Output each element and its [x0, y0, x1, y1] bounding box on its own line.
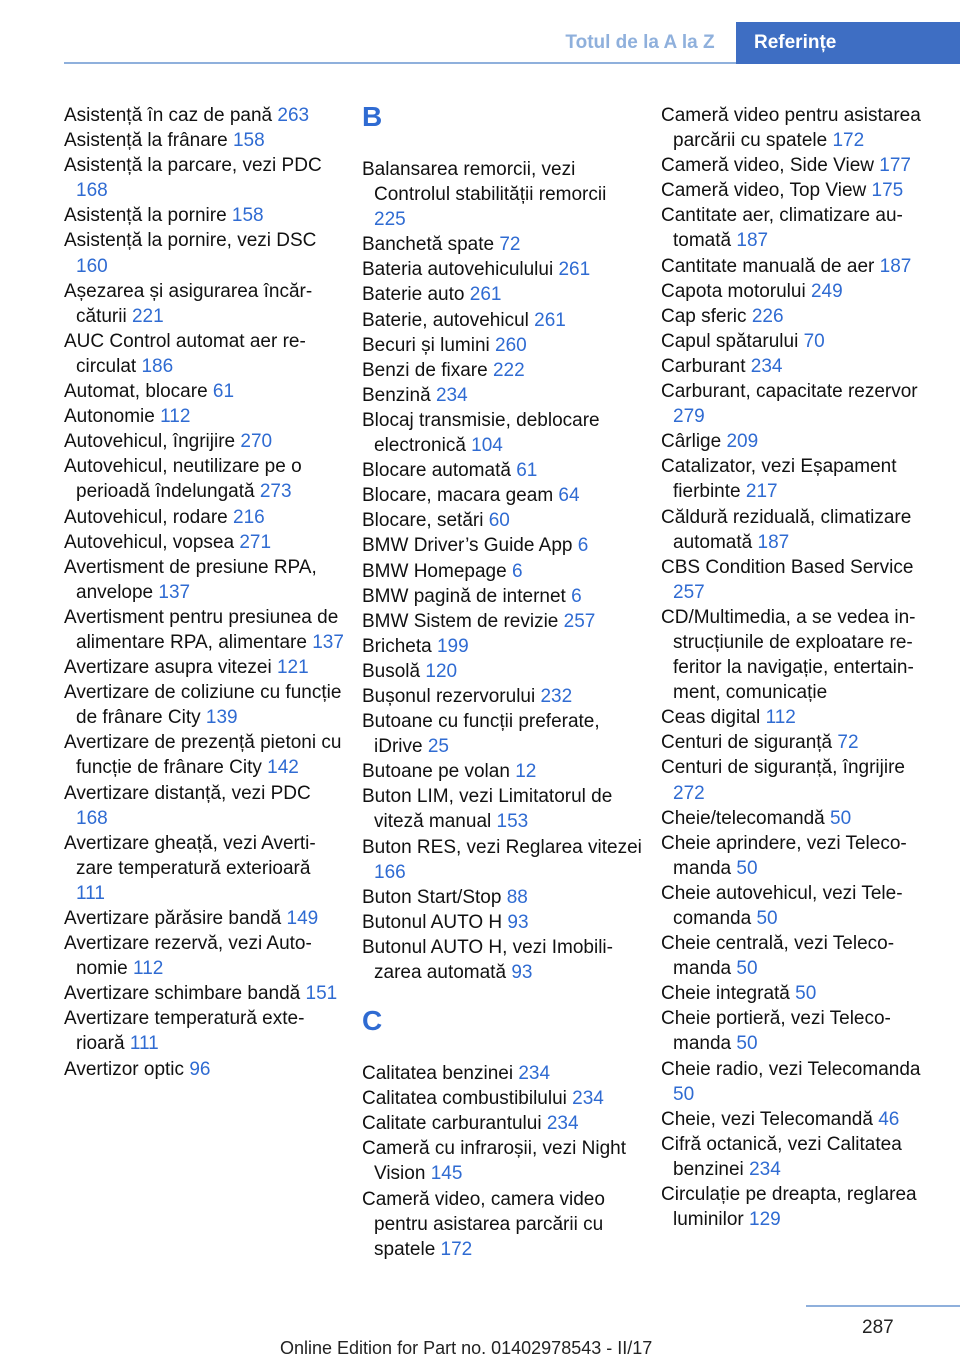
page-reference-link[interactable]: 50 [736, 1033, 758, 1055]
page-reference-link[interactable]: 160 [76, 255, 108, 277]
index-entry [362, 759, 642, 784]
page-reference-link[interactable]: 111 [76, 882, 105, 904]
page-reference-link[interactable]: 273 [259, 481, 292, 503]
entry-term: Cârlige [661, 431, 727, 453]
entry-term: Cheie integrată [661, 983, 796, 1005]
index-entry [362, 232, 642, 257]
index-entry [64, 1006, 344, 1056]
index-entry [661, 354, 941, 379]
entry-term: Cameră video, Side View [661, 155, 880, 177]
tab-referinte[interactable]: Referințe [736, 22, 960, 64]
index-entry [362, 483, 642, 508]
page-reference-link[interactable]: 232 [540, 685, 573, 707]
index-entry [362, 333, 642, 358]
index-entry [661, 755, 941, 805]
page-reference-link[interactable]: 88 [506, 886, 528, 908]
page-reference-link[interactable]: 209 [726, 431, 759, 453]
page-reference-link[interactable]: 12 [515, 761, 537, 783]
index-entry [362, 835, 642, 885]
entry-term: Carburant [661, 355, 751, 377]
entry-term: Ceas digital [661, 707, 766, 729]
index-entry [362, 1111, 642, 1136]
entry-term: Avertizare schimbare bandă [64, 983, 306, 1005]
index-entry [661, 981, 941, 1006]
entry-term: Calitate carburantului [362, 1113, 547, 1135]
index-entry [64, 655, 344, 680]
entry-term: Cheie radio, vezi Telecomanda [661, 1058, 921, 1080]
index-entry [64, 379, 344, 404]
index-entry [362, 584, 642, 609]
entry-term: Cheie centrală, vezi Telecomanda [661, 933, 895, 980]
entry-term: Calitatea combustibilului [362, 1088, 573, 1110]
page-reference-link[interactable]: 234 [518, 1063, 551, 1085]
page-reference-link[interactable]: 25 [427, 736, 449, 758]
page-reference-link[interactable]: 60 [488, 510, 510, 532]
entry-term: Blocare, macara geam [362, 485, 559, 507]
page-reference-link[interactable]: 221 [131, 305, 164, 327]
entry-term: Baterie auto [362, 284, 470, 306]
page-reference-link[interactable]: 142 [267, 757, 299, 779]
index-entry [362, 533, 642, 558]
page-reference-link[interactable]: 145 [430, 1163, 463, 1185]
entry-term: BMW Driver’s Guide App [362, 535, 578, 557]
index-entry [362, 282, 642, 307]
entry-term: Cheie autovehicul, vezi Telecomanda [661, 882, 903, 929]
entries-c [362, 1061, 642, 1262]
page-reference-link[interactable]: 111 [129, 1033, 159, 1055]
entry-term: Asistență la pornire, vezi DSC [64, 230, 317, 252]
entry-term: Cheie/telecomandă [661, 807, 830, 829]
entry-term: Automat, blocare [64, 381, 213, 403]
index-entry [362, 559, 642, 584]
entry-term: Centuri de siguranță [661, 732, 838, 754]
index-entry [661, 153, 941, 178]
entry-term: Capota motorului [661, 280, 811, 302]
page-reference-link[interactable]: 93 [511, 962, 533, 983]
index-entry [661, 831, 941, 881]
entry-term: BMW pagină de internet [362, 585, 572, 607]
index-entry [64, 228, 344, 278]
page-reference-link[interactable]: 187 [736, 230, 769, 252]
page-reference-link[interactable]: 166 [374, 861, 406, 883]
index-entry [362, 609, 642, 634]
index-entry [661, 1006, 941, 1056]
entry-term: Cap sferic [661, 305, 752, 327]
index-entry [661, 454, 941, 504]
index-entry [362, 308, 642, 333]
index-entry [362, 935, 642, 985]
index-entry [64, 454, 344, 504]
entry-term: Asistență la pornire [64, 205, 232, 227]
entry-term: Bricheta [362, 635, 437, 657]
entry-term: Calitatea benzinei [362, 1063, 519, 1085]
entry-term: Autovehicul, neutilizare pe o perioadă îndelungată [64, 456, 302, 503]
index-entry [64, 680, 344, 730]
index-entry [64, 555, 344, 605]
entry-term: Cheie aprindere, vezi Telecomanda [661, 832, 907, 879]
index-entry [64, 931, 344, 981]
entry-term: Butonul AUTO H [362, 911, 508, 933]
entry-term: Avertizare rezervă, vezi Autonomie [64, 933, 312, 980]
index-entry [661, 103, 941, 153]
entry-term: Buton RES, vezi Reglarea vitezei [362, 836, 642, 858]
page-reference-link[interactable]: 217 [745, 481, 778, 503]
index-entry [661, 931, 941, 981]
page-reference-link[interactable]: 270 [240, 431, 273, 453]
index-entry [362, 1187, 642, 1262]
index-entry [362, 784, 642, 834]
index-entry [362, 634, 642, 659]
entry-term: CD/Multimedia, a se vedea instrucțiunile de exploatare referitor la navigație, entertainment, comunicație [661, 606, 916, 704]
entry-term: Cameră cu infraroșii, vezi Night Vision [362, 1138, 626, 1185]
index-entry [661, 605, 941, 705]
page-reference-link[interactable]: 226 [751, 305, 784, 327]
index-entry [661, 705, 941, 730]
index-entry [661, 429, 941, 454]
entry-term: Autonomie [64, 406, 161, 428]
page-reference-link[interactable]: 96 [189, 1058, 211, 1080]
page-reference-link[interactable]: 50 [756, 908, 778, 929]
page-reference-link[interactable]: 50 [673, 1083, 695, 1105]
page-reference-link[interactable]: 151 [305, 983, 338, 1005]
entry-term: Asistență la frânare [64, 130, 233, 152]
index-entry [661, 178, 941, 203]
page-reference-link[interactable]: 257 [563, 610, 596, 632]
page-reference-link[interactable]: 168 [76, 807, 108, 829]
index-entry [362, 910, 642, 935]
index-entry [661, 1057, 941, 1107]
index-column-1 [64, 103, 344, 1082]
index-entry [661, 379, 941, 429]
index-entry [64, 906, 344, 931]
entry-term: Cheie portieră, vezi Telecomanda [661, 1008, 891, 1055]
entry-term: Banchetă spate [362, 234, 500, 256]
index-entry [64, 831, 344, 906]
page-reference-link[interactable]: 137 [312, 631, 344, 653]
index-entry [362, 659, 642, 684]
entry-term: Butoane pe volan [362, 761, 516, 783]
index-entry [362, 383, 642, 408]
index-entry [64, 781, 344, 831]
entry-term: Baterie, autovehicul [362, 309, 535, 331]
index-entry [661, 203, 941, 253]
index-entry [64, 279, 344, 329]
page-reference-link[interactable]: 6 [577, 535, 589, 557]
section-letter-c: C [362, 1005, 383, 1037]
entry-term: Autovehicul, rodare [64, 506, 233, 528]
page-reference-link[interactable]: 158 [232, 130, 265, 152]
page-reference-link[interactable]: 175 [871, 180, 904, 202]
entry-term: Butonul AUTO H, vezi Imobilizarea automată [362, 936, 613, 983]
page-reference-link[interactable]: 149 [286, 908, 319, 929]
index-entry [661, 1132, 941, 1182]
index-entry [362, 1086, 642, 1111]
index-entry [64, 429, 344, 454]
index-entry [64, 505, 344, 530]
index-entry [661, 730, 941, 755]
entry-term: Blocare, setări [362, 510, 489, 532]
entry-term: Avertizare distanță, vezi PDC [64, 782, 311, 804]
index-entry [64, 730, 344, 780]
entry-term: Buton Start/Stop [362, 886, 507, 908]
entry-term: Avertizare gheață, vezi Avertizare temperatură exterioară [64, 832, 316, 879]
index-entry [661, 555, 941, 605]
page-reference-link[interactable]: 187 [757, 531, 790, 553]
entry-term: Avertizare asupra vitezei [64, 657, 277, 679]
index-entry [661, 304, 941, 329]
entry-term: Blocare automată [362, 460, 517, 482]
page-reference-link[interactable]: 168 [76, 180, 108, 202]
entry-term: Cameră video pentru asistarea parcării cu spatele [661, 105, 921, 152]
entry-term: Butoane cu funcții preferate, iDrive [362, 711, 600, 758]
page-reference-link[interactable]: 187 [879, 255, 912, 277]
index-entry [362, 684, 642, 709]
entry-term: Avertizor optic [64, 1058, 190, 1080]
page-reference-link[interactable]: 72 [837, 732, 859, 754]
entry-term: Autovehicul, vopsea [64, 531, 240, 553]
entry-term: Blocaj transmisie, deblocare electronică [362, 409, 600, 457]
entry-term: Balansarea remorcii, vezi Controlul stabilității remorcii [362, 159, 607, 206]
page-reference-link[interactable]: 129 [749, 1209, 781, 1231]
entry-term: Benzină [362, 384, 436, 406]
index-entry [362, 358, 642, 383]
page-reference-link[interactable]: 104 [471, 435, 503, 457]
page-reference-link[interactable]: 199 [436, 635, 469, 657]
index-entry [661, 254, 941, 279]
index-column-2 [362, 103, 642, 1262]
index-entry [64, 128, 344, 153]
index-entry [64, 404, 344, 429]
entry-term: Busolă [362, 660, 426, 682]
page-reference-link[interactable]: 50 [736, 958, 758, 980]
page-reference-link[interactable]: 46 [878, 1108, 900, 1130]
index-entry [64, 153, 344, 203]
entry-term: Becuri și lumini [362, 334, 496, 356]
index-entry [64, 981, 344, 1006]
entry-term: AUC Control automat aer recirculat [64, 330, 306, 377]
index-entry [661, 1182, 941, 1232]
page-number: 287 [862, 1317, 894, 1338]
tab-totul-de-la-a-la-z[interactable]: Totul de la A la Z [565, 32, 715, 53]
section-letter-b: B [362, 101, 383, 132]
index-entry [362, 408, 642, 458]
page-reference-link[interactable]: 64 [558, 485, 580, 507]
entries-col3 [661, 103, 941, 1232]
page-reference-link[interactable]: 260 [495, 334, 527, 356]
page-reference-link[interactable]: 234 [749, 1158, 781, 1180]
page-reference-link[interactable]: 222 [492, 359, 525, 381]
page-reference-link[interactable]: 6 [571, 585, 582, 607]
page-reference-link[interactable]: 172 [832, 130, 865, 152]
index-entry [64, 530, 344, 555]
index-entry [362, 885, 642, 910]
page-reference-link[interactable]: 234 [572, 1088, 604, 1110]
page-reference-link[interactable]: 234 [750, 355, 783, 377]
page-reference-link[interactable]: 177 [879, 155, 911, 177]
entry-term: Autovehicul, îngrijire [64, 431, 241, 453]
index-entry [64, 103, 344, 128]
entry-term: Circulație pe dreapta, reglarea luminilor [661, 1184, 917, 1231]
page-reference-link[interactable]: 72 [499, 234, 521, 256]
page-reference-link[interactable]: 257 [673, 581, 705, 603]
entry-term: Bușonul rezervorului [362, 685, 541, 707]
entry-term: Cantitate manuală de aer [661, 255, 880, 277]
entry-term: Cameră video, camera video pentru asistarea parcării cu spatele [362, 1188, 605, 1260]
page-reference-link[interactable]: 93 [507, 911, 529, 933]
entry-term: Avertizare de prezență pietoni cu funcție de frânare City [64, 732, 342, 779]
entry-term: Căldură reziduală, climatizare automată [661, 506, 912, 553]
page-number-rule [806, 1305, 960, 1307]
index-entry [661, 881, 941, 931]
page-reference-link[interactable]: 121 [276, 657, 309, 679]
page-reference-link[interactable]: 112 [765, 707, 796, 729]
entry-term: Cantitate aer, climatizare automată [661, 205, 903, 252]
page-reference-link[interactable]: 271 [239, 531, 272, 553]
page-reference-link[interactable]: 112 [133, 958, 164, 980]
edition-footer: Online Edition for Part no. 01402978543 - II/17 [280, 1338, 653, 1358]
page-reference-link[interactable]: 139 [205, 707, 238, 729]
entry-term: Centuri de siguranță, îngrijire [661, 757, 905, 779]
page-reference-link[interactable]: 234 [546, 1113, 579, 1135]
index-entry [362, 1136, 642, 1186]
page-reference-link[interactable]: 272 [673, 782, 705, 804]
entry-term: Așezarea și asigurarea încărcăturii [64, 280, 313, 327]
page-reference-link[interactable]: 61 [212, 381, 235, 403]
entry-term: Asistență în caz de pană [64, 105, 278, 126]
entry-term: BMW Sistem de revizie [362, 610, 564, 632]
page-reference-link[interactable]: 263 [277, 105, 310, 126]
entry-term: Avertisment de presiune RPA, anvelope [64, 556, 317, 603]
entry-term: Avertizare părăsire bandă [64, 908, 287, 929]
page-reference-link[interactable]: 225 [374, 209, 406, 231]
index-entry [362, 1061, 642, 1086]
page-reference-link[interactable]: 112 [160, 406, 191, 428]
page-reference-link[interactable]: 50 [795, 983, 817, 1005]
entry-term: Cameră video, Top View [661, 180, 872, 202]
entry-term: Carburant, capacitate rezervor [661, 381, 918, 403]
page-reference-link[interactable]: 261 [558, 259, 591, 281]
index-entry [362, 157, 642, 232]
entries-col1 [64, 103, 344, 1082]
index-entry [661, 279, 941, 304]
entry-term: BMW Homepage [362, 560, 512, 582]
page-reference-link[interactable]: 153 [496, 811, 529, 833]
index-entry [362, 508, 642, 533]
index-entry [362, 458, 642, 483]
entry-term: Bateria autovehiculului [362, 259, 559, 281]
index-entry [661, 806, 941, 831]
entry-term: Cifră octanică, vezi Calitatea benzinei [661, 1133, 902, 1180]
entry-term: Asistență la parcare, vezi PDC [64, 155, 322, 177]
entry-term: Benzi de fixare [362, 359, 493, 381]
index-entry [362, 709, 642, 759]
index-entry [64, 1057, 344, 1082]
page-reference-link[interactable]: 279 [673, 406, 705, 428]
page-reference-link[interactable]: 172 [440, 1238, 473, 1260]
page-reference-link[interactable]: 216 [233, 506, 265, 528]
index-entry [661, 1107, 941, 1132]
page-reference-link[interactable]: 61 [516, 460, 538, 482]
index-entry [64, 605, 344, 655]
page-reference-link[interactable]: 234 [435, 384, 468, 406]
page-reference-link[interactable]: 261 [469, 284, 502, 306]
entry-term: Avertisment pentru presiunea de alimentare RPA, alimentare [64, 606, 339, 653]
page-reference-link[interactable]: 70 [803, 330, 825, 352]
page-reference-link[interactable]: 6 [511, 560, 523, 582]
entry-term: Avertizare de coliziune cu funcție de frânare City [64, 682, 342, 729]
entries-b [362, 157, 642, 985]
page-reference-link[interactable]: 261 [534, 309, 566, 331]
entry-term: Catalizator, vezi Eșapament fierbinte [661, 456, 897, 503]
page-reference-link[interactable]: 137 [158, 581, 191, 603]
page-reference-link[interactable]: 186 [141, 355, 174, 377]
index-entry [661, 505, 941, 555]
entry-term: Capul spătarului [661, 330, 804, 352]
page-reference-link[interactable]: 249 [810, 280, 843, 302]
entry-term: Cheie, vezi Telecomandă [661, 1108, 879, 1130]
index-entry [362, 257, 642, 282]
index-entry [661, 329, 941, 354]
index-entry [64, 329, 344, 379]
entry-term: CBS Condition Based Service [661, 556, 914, 578]
page-reference-link[interactable]: 158 [231, 205, 264, 227]
index-column-3 [661, 103, 941, 1232]
entry-term: Buton LIM, vezi Limitatorul de viteză manual [362, 786, 613, 833]
page-reference-link[interactable]: 120 [425, 660, 458, 682]
page-reference-link[interactable]: 50 [736, 857, 758, 879]
page-reference-link[interactable]: 50 [830, 807, 852, 829]
index-entry [64, 203, 344, 228]
entry-term: Avertizare temperatură exterioară [64, 1008, 305, 1055]
